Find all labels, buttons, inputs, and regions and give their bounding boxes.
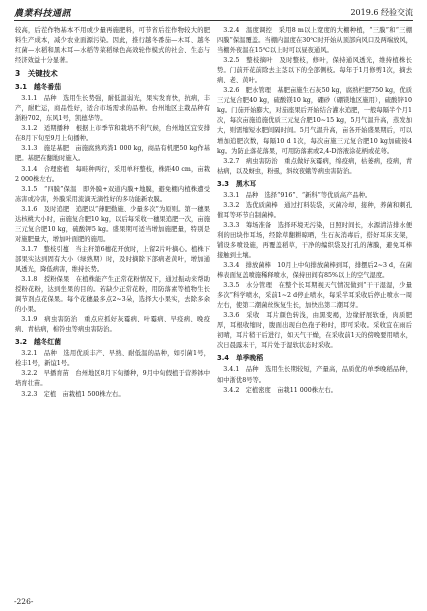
right-paragraph: 3.2.6 肥水管理 基肥亩施生石灰50 kg，腐熟栏肥750 kg，优质三元复合肥40 kg，硫酸镁10 kg，硼砂（硼镁地区施用），硫酸锌10 kg。门茄开始膨大，对茄座果后开始结合灌水追肥，一般每隔半个月1次，每次亩施追施优质三元复合肥10~15 kg，5月气温升高，蒸发加大，则需缩短水肥间隔时间。5月气温升高，亩各开始盛果期后，可以增加追肥次数，每隔10 d 1次，每次亩施三元复合肥10 kg加硫铵4 kg。为防止落花落果，可用防落素或2,4-D溶液涂花柄或花萼。 [217, 87, 412, 155]
left-paragraph: 3.1.1 品种 选用生长势强，耐低温弱光，果实发育快，抗病，丰产，耐贮运，商品性好，适合市场需求的品种。台州地区主栽品种有浙粉702，东风1号，凯德华等。 [15, 95, 210, 123]
left-paragraph: 3.1.6 及时追肥 追肥以“薄肥勤施、少量多次”为原则。第一穗果达核桃大小时，亩施复合肥10 kg，以后每采收一穗果追肥一次，亩施三元复合肥10 kg，硫酸钾5 kg。盛果期可适当增加施肥量，特别是对施肥量大，增加叶面肥的施用。 [15, 205, 210, 243]
left-paragraph: 3.1.4 合理密植 每畦种两行，采用单秆整枝，株距40 cm，亩栽2 000株左右。 [15, 165, 210, 183]
right-paragraph: 3.3.2 选优质菌棒 通过打料装袋，灭菌冷却，接种，养菌和刺孔催耳等环节自制菌棒。 [217, 201, 412, 219]
right-paragraph: 3.3.4 排放菌棒 10月上中旬排放菌棒到耳，排摆后2~3 d，在菌棒表面复盖喷施稀释喷水，保持田间有85%以上的空气湿度。 [217, 262, 412, 280]
page-header [14, 6, 413, 21]
right-paragraph: 3.3.3 筹场准备 选择环境无污染，日照时间长，水源清洁排水便利的田块作耳场，经除草翻耕晾晒，生石灰消毒后，搭好耳床支架，铺设多喷设施，再覆盖稻草，干净的编织袋及打孔的薄膜，避免耳棒接触到土壤。 [217, 221, 412, 259]
right-paragraph: 3.3.5 水分管理 在整个长耳期视天气情况做到“干干湿湿，少量多次”科学喷水，采前1~2 d停止喷水，每采半耳采收后停止喷水一周左右，使第二潮菌丝恢复生长，加快出第二潮耳芽。 [217, 282, 412, 310]
right-paragraph: 3.2.5 整枝摘叶 及时整枝，修叶，保持通风透光，维持植株长势。门前开花前除去主茎以下的全部侧枝。每年于1月修剪1次，摘去病、老、黄叶。 [217, 57, 412, 85]
subsection-heading: 3.1 越冬番茄 [15, 83, 62, 92]
right-paragraph: 3.4.1 品种 选用生长期较短，产量高，品质优的单季晚稻品种，如中浙优8号等。 [217, 366, 412, 384]
issue-label: 2019.6 经验交流 [350, 8, 413, 17]
subsection-heading: 3.2 越冬红菌 [15, 338, 62, 347]
page-number: -226- [14, 597, 34, 606]
left-paragraph: 3.2.3 定植 亩栽植1 500株左右。 [21, 390, 125, 398]
left-paragraph: 3.1.5 “四膜”保温 即外膜+双道内膜+地膜，避免棚内植株遭受冻害或冷害，外膜采用流滴无滴性好的多功能新农膜。 [15, 185, 210, 203]
journal-title: 農業科技通訊 [14, 9, 72, 19]
right-paragraph: 3.3.6 采收 耳片颜色转浅，由黑变褐，边缘舒展软垂，肉质肥厚，耳根收缩时，腹面出现白色孢子粉时，即可采收。采收宜在雨后初晴，耳片稍干后进行，如天气干燥，在采收前1天的傍晚要用喷水，次日晨露未干，耳片处于湿软状态时采收。 [217, 312, 412, 350]
right-paragraph: 3.2.7 病虫害防治 重点做好灰霉病，绵疫病，枯萎病，疫病，青枯病，以及蚜虫，粉虱，斜纹夜蛾等病虫害防治。 [217, 157, 412, 175]
left-paragraph: 3.1.8 授粉保果 在植株能产生正常花粉情况下，通过振动来帮助授粉花粉，达到坐果的目的。若缺少正常花粉，用防落素等植物生长调节剂点花保果。每个花穗最多点2~3朵，选择大小果实，去除多余的小果。 [15, 276, 210, 314]
left-paragraph: 3.2.1 品种 选用优质丰产、早熟、耐低温的品种，如引菌1号，栓丰1号，新谊1号。 [15, 350, 210, 368]
right-paragraph: 3.2.4 温度调控 采用8 m以上宽度的大棚种植，“三膜”和“三棚四膜”保温覆盖。当棚内温度在30℃时开始从顶部向风口及两端放风，当棚外夜温在15℃以上时可以昼夜通风。 [217, 27, 412, 55]
right-paragraph: 3.3.1 品种 选择“916”、“新科”等优质高产品种。 [223, 191, 372, 199]
left-column [15, 26, 210, 400]
left-paragraph: 3.1.7 整枝引蔓 当主秆第6穗花开放时，上留2片叶摘心。植株下部果实达到固有大小（绿熟期）时，及时摘除下部病老黄叶，增加通风透光，降低病害，维持长势。 [15, 245, 210, 273]
section-heading: 3 关键技术 [15, 69, 58, 79]
left-paragraph: 3.2.2 早播育苗 台州地区8月下旬播种，9月中旬假植于营养钵中培育壮苗。 [15, 370, 210, 388]
right-column [217, 26, 412, 396]
subsection-heading: 3.3 黑木耳 [217, 179, 257, 188]
left-paragraph: 3.1.3 施足基肥 亩施腐熟鸡粪1 000 kg，商品有机肥50 kg作基肥。基肥在翻地时施入。 [15, 145, 210, 163]
left-paragraph: 3.1.9 病虫害防治 重点应抓好灰霉病、叶霉病、早疫病、晚疫病、青枯病，棉铃虫等病虫害防治。 [15, 316, 210, 334]
left-paragraph: 3.1.2 适期播种 根据上市季节和栽培不利气候，台州地区宜安排在8月下旬至9月上旬播种。 [15, 125, 210, 143]
subsection-heading: 3.4 单季晚稻 [217, 354, 264, 363]
right-paragraph: 3.4.2 定植密度 亩栽11 000株左右。 [223, 386, 337, 394]
left-paragraph: 较高，后茬作物基本不用或少量再施肥料，可节省后茬作物较大的肥料生产成本，减少农业面源污染。因此，推行越冬番茄—木耳、越冬红菌—水稻和黑木耳—水稻等菜稻绿色高效轮作模式的社会、生态与经济效益十分显著。 [15, 27, 210, 65]
